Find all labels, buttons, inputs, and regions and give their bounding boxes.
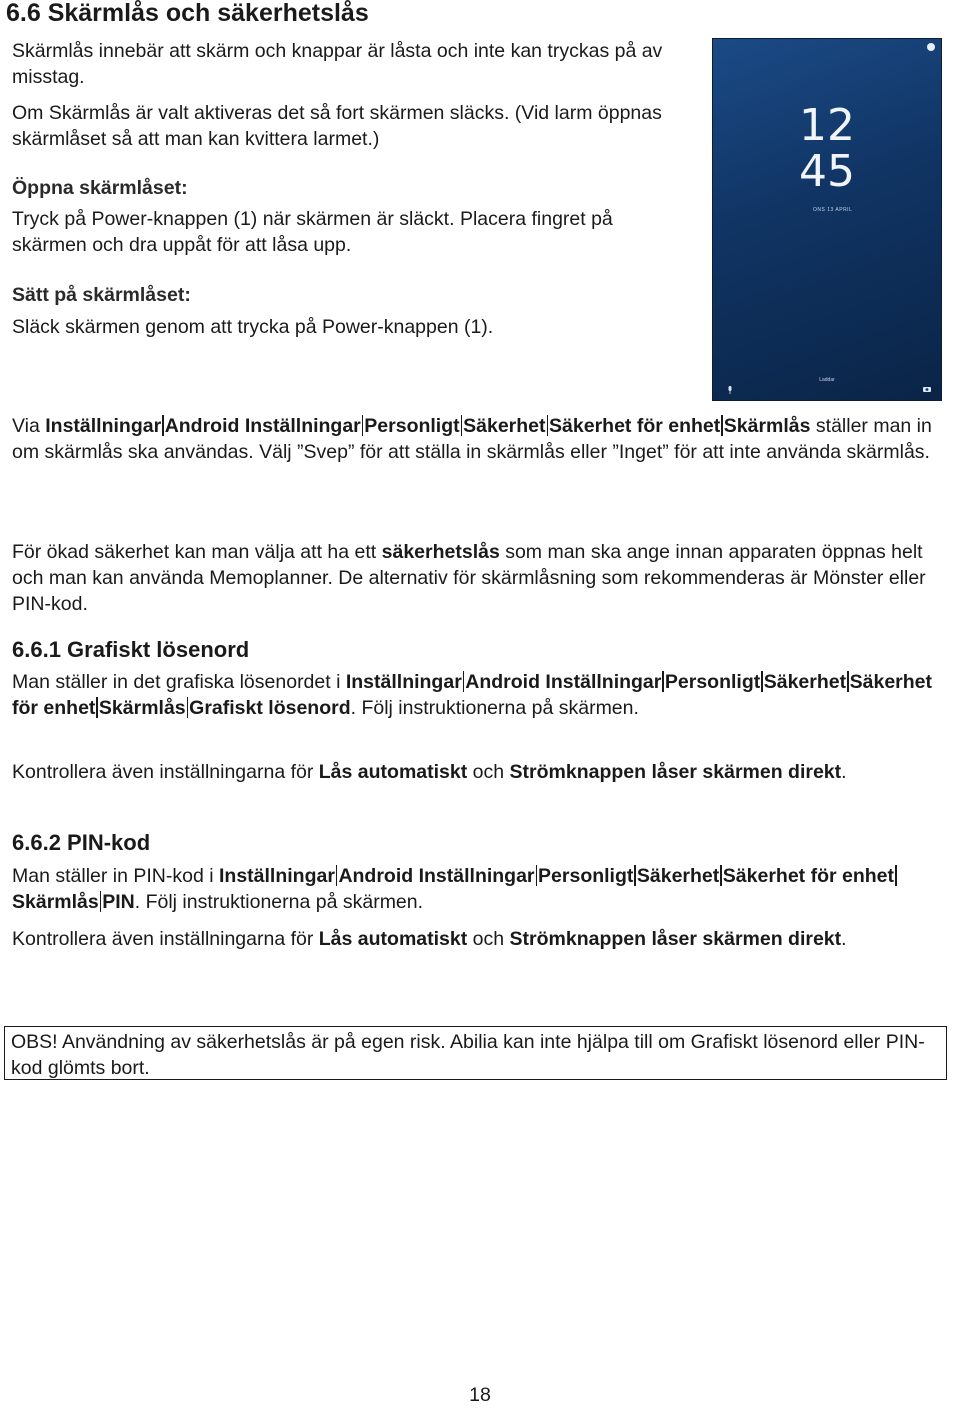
path-personal: Personligt xyxy=(364,415,460,437)
s662-path-screen-lock: Skärmlås xyxy=(12,891,99,913)
path-device-security: Säkerhet för enhet xyxy=(549,415,721,437)
s661-path-android: Android Inställningar xyxy=(465,671,662,693)
security-pre: För ökad säkerhet kan man välja att ha ett xyxy=(12,541,382,563)
s662-path-android: Android Inställningar xyxy=(338,865,535,887)
subsection-662-text xyxy=(12,863,947,915)
subsection-661-title: 6.6.1 Grafiskt lösenord xyxy=(12,637,250,662)
lock-screen-image xyxy=(712,38,942,401)
via-rest: ställer man in om skärmlås ska användas. Välj ”Svep” för att ställa in skärmlås eller ”Inget” för att inte använda skärmlås. xyxy=(12,415,932,463)
path-settings: Inställningar xyxy=(45,415,162,437)
clock-hours: 12 xyxy=(799,100,855,151)
subsection-661-text xyxy=(12,669,947,721)
intro-paragraph-1: Skärmlås innebär att skärm och knappar är låsta och inte kan tryckas på av misstag. xyxy=(12,40,663,88)
s661-check-end: . xyxy=(841,761,847,783)
lock-screen-clock xyxy=(799,100,899,197)
security-bold: säkerhetslås xyxy=(381,541,500,563)
path-android-settings: Android Inställningar xyxy=(164,415,361,437)
lock-screen-date: ONS 13 APRIL xyxy=(813,207,853,213)
s662-path-security: Säkerhet xyxy=(636,865,720,887)
s661-path-device-security: Säkerhet för enhet xyxy=(12,671,933,719)
open-lock-title: Öppna skärmlåset: xyxy=(12,177,188,199)
s662-pre: Man ställer in PIN-kod i xyxy=(12,865,219,887)
path-screen-lock: Skärmlås xyxy=(723,415,811,437)
s661-power-lock: Strömknappen låser skärmen direkt xyxy=(509,761,842,783)
obs-notice-box xyxy=(4,1026,947,1080)
set-lock-title: Sätt på skärmlåset: xyxy=(12,284,191,306)
status-indicator-icon xyxy=(927,43,935,51)
s661-path-screen-lock: Skärmlås xyxy=(98,697,186,719)
page-number: 18 xyxy=(469,1384,491,1406)
s661-path-security: Säkerhet xyxy=(763,671,847,693)
s662-post: . Följ instruktionerna på skärmen. xyxy=(134,891,424,913)
security-paragraph xyxy=(12,539,947,617)
section-heading: 6.6 Skärmlås och säkerhetslås xyxy=(6,0,369,27)
s662-path-pin: PIN xyxy=(102,891,135,913)
intro-paragraph-2: Om Skärmlås är valt aktiveras det så fort skärmen släcks. (Vid larm öppnas skärmlåset så att man kan kvittera larmet.) xyxy=(12,102,662,150)
s661-auto-lock: Lås automatiskt xyxy=(318,761,468,783)
path-security: Säkerhet xyxy=(463,415,546,437)
s662-power-lock: Strömknappen låser skärmen direkt xyxy=(509,928,842,950)
security-post: som man ska ange innan apparaten öppnas helt och man kan använda Memoplanner. De alternativ för skärmlåsning som rekommenderas är Mönster eller PIN-kod. xyxy=(12,541,926,615)
s662-path-device-security: Säkerhet för enhet xyxy=(722,865,894,887)
microphone-icon xyxy=(727,386,733,394)
subsection-662-check xyxy=(12,926,947,952)
s661-path-settings: Inställningar xyxy=(345,671,462,693)
s661-post: . Följ instruktionerna på skärmen. xyxy=(350,697,639,719)
s661-path-personal: Personligt xyxy=(664,671,761,693)
clock-minutes: 45 xyxy=(799,146,855,197)
subsection-661-check xyxy=(12,759,947,785)
lock-screen-hint: Laddar xyxy=(819,377,835,383)
s662-path-personal: Personligt xyxy=(538,865,634,887)
camera-icon xyxy=(923,386,931,392)
obs-notice-text: OBS! Användning av säkerhetslås är på egen risk. Abilia kan inte hjälpa till om Grafiskt lösenord eller PIN-kod glömts bort. xyxy=(11,1031,925,1079)
s662-path-settings: Inställningar xyxy=(219,865,335,887)
s662-check-mid: och xyxy=(467,928,510,950)
via-paragraph xyxy=(12,413,947,465)
s661-check-mid: och xyxy=(467,761,510,783)
open-lock-text: Tryck på Power-knappen (1) när skärmen är släckt. Placera fingret på skärmen och dra uppåt för att låsa upp. xyxy=(12,208,613,256)
s661-path-pattern: Grafiskt lösenord xyxy=(189,697,351,719)
s662-check-end: . xyxy=(841,928,847,950)
s662-check-pre: Kontrollera även inställningarna för xyxy=(12,928,319,950)
s661-check-pre: Kontrollera även inställningarna för xyxy=(12,761,319,783)
set-lock-text: Släck skärmen genom att trycka på Power-knappen (1). xyxy=(12,316,494,338)
s662-auto-lock: Lås automatiskt xyxy=(318,928,468,950)
subsection-662-title: 6.6.2 PIN-kod xyxy=(12,830,151,855)
via-prefix: Via xyxy=(12,415,46,437)
s661-pre: Man ställer in det grafiska lösenordet i xyxy=(12,671,346,693)
